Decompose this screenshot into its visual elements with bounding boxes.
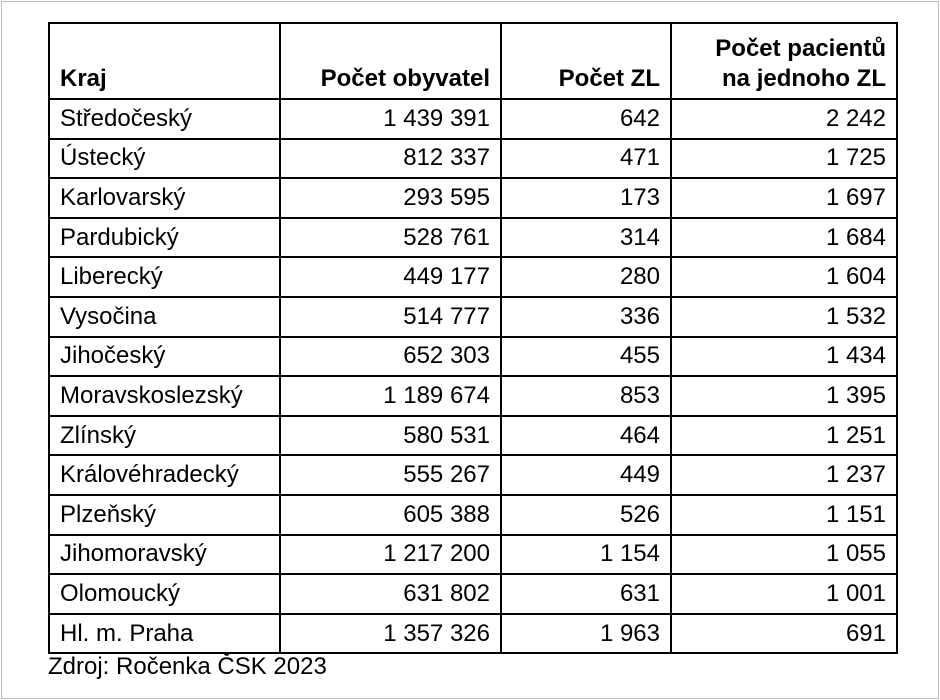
table-row xyxy=(49,297,897,337)
cell-pocet-zl: 336 xyxy=(501,297,671,337)
cell-kraj: Středočeský xyxy=(49,99,280,139)
cell-pocet-obyvatel: 1 439 391 xyxy=(280,99,501,139)
cell-kraj: Jihočeský xyxy=(49,337,280,377)
cell-pocet-obyvatel: 528 761 xyxy=(280,218,501,258)
cell-pacientu-na-zl: 1 151 xyxy=(671,495,897,535)
cell-kraj: Hl. m. Praha xyxy=(49,614,280,654)
cell-pocet-obyvatel: 605 388 xyxy=(280,495,501,535)
cell-pocet-zl: 464 xyxy=(501,416,671,456)
cell-pocet-zl: 449 xyxy=(501,455,671,495)
cell-kraj: Královéhradecký xyxy=(49,455,280,495)
table-row xyxy=(49,416,897,456)
cell-pocet-obyvatel: 1 357 326 xyxy=(280,614,501,654)
cell-pocet-zl: 642 xyxy=(501,99,671,139)
cell-pocet-zl: 314 xyxy=(501,218,671,258)
table-row xyxy=(49,376,897,416)
cell-pocet-zl: 526 xyxy=(501,495,671,535)
cell-pacientu-na-zl: 1 434 xyxy=(671,337,897,377)
table-row xyxy=(49,218,897,258)
header-pocet-zl: Počet ZL xyxy=(501,23,671,99)
table-row xyxy=(49,139,897,179)
table-body xyxy=(49,99,897,653)
cell-pacientu-na-zl: 1 684 xyxy=(671,218,897,258)
cell-pocet-obyvatel: 1 217 200 xyxy=(280,535,501,575)
cell-pocet-zl: 1 963 xyxy=(501,614,671,654)
table-row xyxy=(49,178,897,218)
table-row xyxy=(49,614,897,654)
cell-kraj: Liberecký xyxy=(49,257,280,297)
cell-pacientu-na-zl: 1 604 xyxy=(671,257,897,297)
header-pacientu-line2: na jednoho ZL xyxy=(722,65,886,92)
cell-pocet-obyvatel: 580 531 xyxy=(280,416,501,456)
cell-kraj: Vysočina xyxy=(49,297,280,337)
cell-kraj: Ústecký xyxy=(49,139,280,179)
cell-pocet-obyvatel: 1 189 674 xyxy=(280,376,501,416)
cell-pacientu-na-zl: 1 001 xyxy=(671,574,897,614)
cell-pacientu-na-zl: 1 697 xyxy=(671,178,897,218)
cell-kraj: Zlínský xyxy=(49,416,280,456)
cell-pacientu-na-zl: 1 725 xyxy=(671,139,897,179)
table-row xyxy=(49,495,897,535)
header-kraj: Kraj xyxy=(49,23,280,99)
cell-pocet-zl: 631 xyxy=(501,574,671,614)
cell-pocet-obyvatel: 449 177 xyxy=(280,257,501,297)
cell-pacientu-na-zl: 691 xyxy=(671,614,897,654)
cell-kraj: Jihomoravský xyxy=(49,535,280,575)
cell-pocet-obyvatel: 652 303 xyxy=(280,337,501,377)
cell-pacientu-na-zl: 2 242 xyxy=(671,99,897,139)
cell-pocet-obyvatel: 631 802 xyxy=(280,574,501,614)
header-pacientu-na-zl xyxy=(671,23,897,99)
cell-pacientu-na-zl: 1 237 xyxy=(671,455,897,495)
table-row xyxy=(49,257,897,297)
cell-kraj: Karlovarský xyxy=(49,178,280,218)
cell-kraj: Plzeňský xyxy=(49,495,280,535)
cell-pocet-zl: 471 xyxy=(501,139,671,179)
table-header-row xyxy=(49,23,897,99)
cell-pocet-obyvatel: 293 595 xyxy=(280,178,501,218)
cell-kraj: Pardubický xyxy=(49,218,280,258)
cell-kraj: Olomoucký xyxy=(49,574,280,614)
table-row xyxy=(49,455,897,495)
table-row xyxy=(49,99,897,139)
source-note: Zdroj: Ročenka ČSK 2023 xyxy=(48,653,327,680)
cell-pacientu-na-zl: 1 055 xyxy=(671,535,897,575)
cell-pacientu-na-zl: 1 251 xyxy=(671,416,897,456)
cell-pocet-zl: 173 xyxy=(501,178,671,218)
cell-pocet-zl: 1 154 xyxy=(501,535,671,575)
table-row xyxy=(49,535,897,575)
data-table xyxy=(48,22,898,654)
cell-pocet-zl: 853 xyxy=(501,376,671,416)
cell-pocet-obyvatel: 514 777 xyxy=(280,297,501,337)
cell-pocet-zl: 455 xyxy=(501,337,671,377)
cell-pocet-zl: 280 xyxy=(501,257,671,297)
cell-pocet-obyvatel: 812 337 xyxy=(280,139,501,179)
cell-pacientu-na-zl: 1 532 xyxy=(671,297,897,337)
table-row xyxy=(49,574,897,614)
cell-kraj: Moravskoslezský xyxy=(49,376,280,416)
table-row xyxy=(49,337,897,377)
document-frame xyxy=(1,1,939,699)
header-pacientu-line1: Počet pacientů xyxy=(715,35,886,62)
cell-pacientu-na-zl: 1 395 xyxy=(671,376,897,416)
cell-pocet-obyvatel: 555 267 xyxy=(280,455,501,495)
header-pocet-obyvatel: Počet obyvatel xyxy=(280,23,501,99)
